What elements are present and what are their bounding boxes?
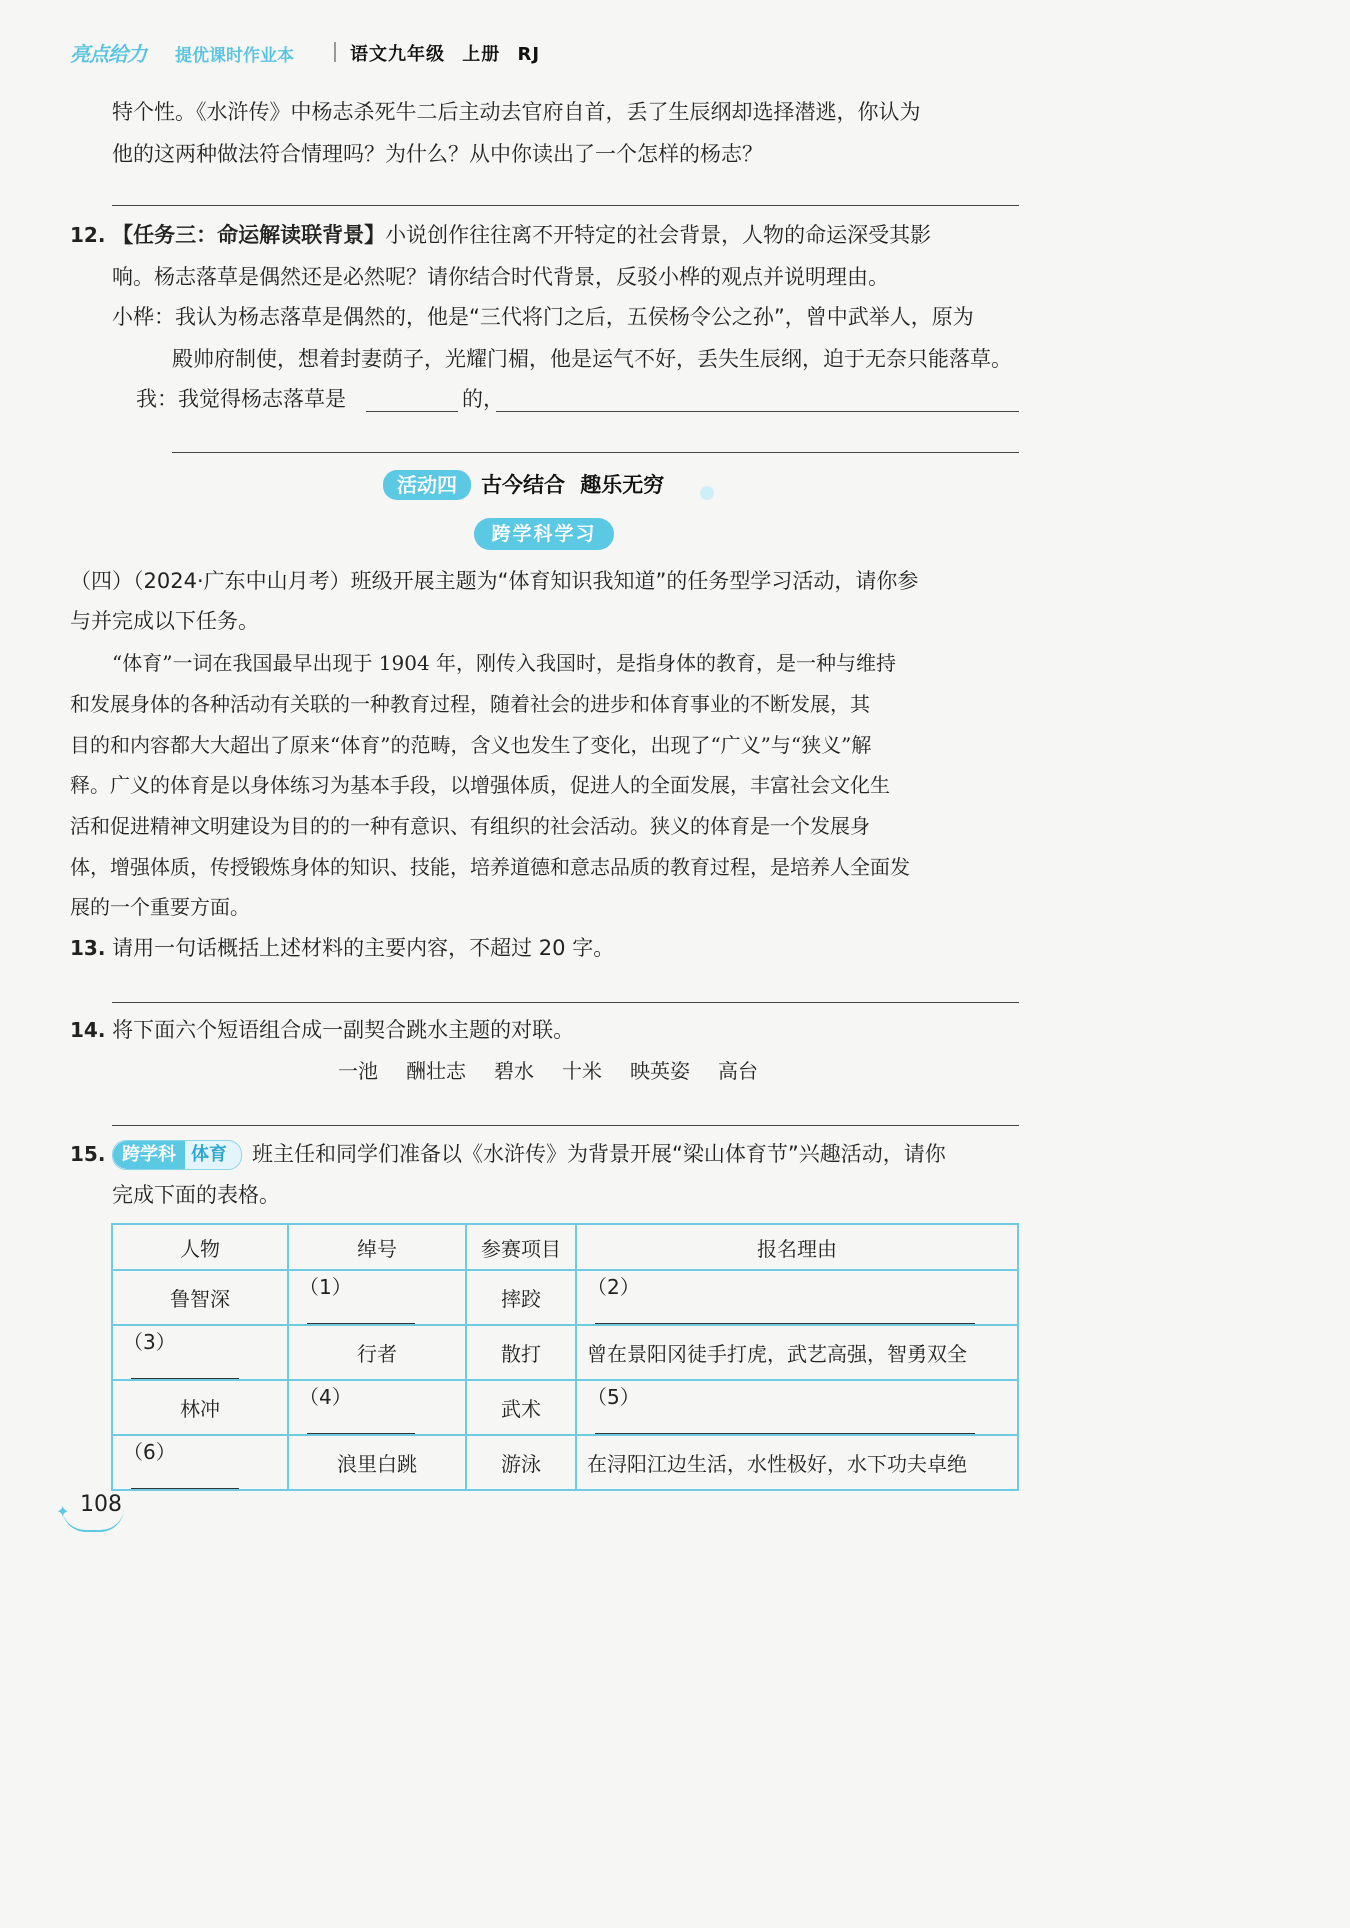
phrase: 十米 bbox=[562, 1059, 602, 1083]
q13-number: 13. bbox=[70, 936, 106, 960]
activity-tag: 活动四 bbox=[383, 470, 471, 500]
cell-label: （5） bbox=[587, 1385, 640, 1409]
q15-number-wrap bbox=[70, 1140, 105, 1168]
my-answer-mid: 的， bbox=[462, 387, 504, 411]
passage-line: 目的和内容都大大超出了原来“体育”的范畴，含义也发生了变化，出现了“广义”与“狭义”解 bbox=[70, 733, 872, 757]
header-cell: 人物 bbox=[112, 1224, 288, 1270]
q12-text-1: 小说创作往往离不开特定的社会背景，人物的命运深受其影 bbox=[385, 223, 932, 247]
decorative-dot bbox=[700, 486, 714, 500]
passage-line: 活和促进精神文明建设为目的的一种有意识、有组织的社会活动。狭义的体育是一个发展身 bbox=[70, 814, 870, 838]
q12-blank-2[interactable] bbox=[496, 411, 1019, 412]
cell-label: （4） bbox=[299, 1385, 352, 1409]
book-info: 语文九年级 上册 RJ bbox=[350, 44, 541, 65]
xiaohua-line-2: 殿帅府制使，想着封妻荫子，光耀门楣，他是运气不好，丢失生辰纲，迫于无奈只能落草。 bbox=[172, 347, 1012, 371]
table-cell: 散打 bbox=[466, 1325, 576, 1380]
fill-blank[interactable] bbox=[595, 1305, 975, 1324]
passage-line: 和发展身体的各种活动有关联的一种教育过程，随着社会的进步和体育事业的不断发展，其 bbox=[70, 692, 870, 716]
q13-text: 请用一句话概括上述材料的主要内容，不超过 20 字。 bbox=[112, 936, 615, 960]
blank-cell[interactable] bbox=[288, 1380, 466, 1435]
q15-number: 15. bbox=[70, 1142, 106, 1166]
fill-blank[interactable] bbox=[307, 1305, 415, 1324]
cell-label: （3） bbox=[123, 1330, 176, 1354]
q15-line-1: 班主任和同学们准备以《水浒传》为背景开展“梁山体育节”兴趣活动，请你 bbox=[252, 1142, 946, 1166]
star-icon: ✦ bbox=[56, 1502, 70, 1521]
q12-number: 12. bbox=[70, 223, 106, 247]
table-cell: 鲁智深 bbox=[112, 1270, 288, 1325]
table-cell: 在浔阳江边生活，水性极好，水下功夫卓绝 bbox=[576, 1435, 1018, 1490]
phrase: 碧水 bbox=[494, 1059, 534, 1083]
brand-subtitle: 提优课时作业本 bbox=[175, 46, 294, 66]
fill-blank[interactable] bbox=[131, 1360, 239, 1379]
q12-blank-1[interactable] bbox=[366, 411, 458, 412]
q15-tag-sport: 体育 bbox=[191, 1144, 227, 1165]
q12-task-label: 【任务三：命运解读联背景】 bbox=[112, 223, 386, 247]
blank-cell[interactable] bbox=[288, 1270, 466, 1325]
q12-answer-line[interactable] bbox=[172, 452, 1019, 453]
table-row bbox=[112, 1380, 1018, 1435]
fill-blank[interactable] bbox=[131, 1470, 239, 1489]
q14-phrases bbox=[338, 1057, 758, 1085]
page-number: 108 bbox=[80, 1492, 122, 1517]
table-row bbox=[112, 1270, 1018, 1325]
activity-title: 古今结合 趣乐无穷 bbox=[481, 473, 665, 497]
q14-question bbox=[70, 1016, 574, 1044]
cross-subject-tag: 跨学科学习 bbox=[474, 518, 614, 550]
q15-subject-tag bbox=[112, 1140, 242, 1170]
phrase: 酬壮志 bbox=[406, 1059, 466, 1083]
q11-answer-line[interactable] bbox=[112, 205, 1019, 206]
passage4-intro-1: （四）（2024·广东中山月考）班级开展主题为“体育知识我知道”的任务型学习活动，请你参 bbox=[70, 569, 919, 593]
my-answer-prefix: 我：我觉得杨志落草是 bbox=[136, 387, 346, 411]
q12-line-2: 响。杨志落草是偶然还是必然呢？请你结合时代背景，反驳小桦的观点并说明理由。 bbox=[112, 265, 889, 289]
table-cell: 行者 bbox=[288, 1325, 466, 1380]
q15-tag-cross: 跨学科 bbox=[113, 1141, 185, 1169]
table-cell: 游泳 bbox=[466, 1435, 576, 1490]
passage4-intro-2: 与并完成以下任务。 bbox=[70, 609, 259, 633]
cell-label: （1） bbox=[299, 1275, 352, 1299]
q15-line-2: 完成下面的表格。 bbox=[112, 1183, 280, 1207]
q14-text: 将下面六个短语组合成一副契合跳水主题的对联。 bbox=[112, 1018, 575, 1042]
phrase: 映英姿 bbox=[630, 1059, 690, 1083]
table-cell: 浪里白跳 bbox=[288, 1435, 466, 1490]
passage-line: 释。广义的体育是以身体练习为基本手段，以增强体质，促进人的全面发展，丰富社会文化生 bbox=[70, 773, 890, 797]
q11-line-2: 他的这两种做法符合情理吗？为什么？从中你读出了一个怎样的杨志？ bbox=[112, 142, 763, 166]
header-divider bbox=[334, 42, 336, 62]
phrase: 高台 bbox=[718, 1059, 758, 1083]
brand-logo: 亮点给力 bbox=[70, 42, 146, 66]
blank-cell[interactable] bbox=[112, 1435, 288, 1490]
q13-answer-line[interactable] bbox=[112, 1002, 1019, 1003]
table-row bbox=[112, 1435, 1018, 1490]
table-row bbox=[112, 1325, 1018, 1380]
passage-line: 展的一个重要方面。 bbox=[70, 895, 250, 919]
header-cell: 报名理由 bbox=[576, 1224, 1018, 1270]
phrase: 一池 bbox=[338, 1059, 378, 1083]
blank-cell[interactable] bbox=[576, 1380, 1018, 1435]
blank-cell[interactable] bbox=[112, 1325, 288, 1380]
fill-blank[interactable] bbox=[307, 1415, 415, 1434]
cell-label: （6） bbox=[123, 1440, 176, 1464]
fill-blank[interactable] bbox=[595, 1415, 975, 1434]
q13-question bbox=[70, 934, 614, 962]
blank-cell[interactable] bbox=[576, 1270, 1018, 1325]
q14-answer-line[interactable] bbox=[112, 1125, 1019, 1126]
table-header-row bbox=[112, 1224, 1018, 1270]
table-cell: 林冲 bbox=[112, 1380, 288, 1435]
table-cell: 曾在景阳冈徒手打虎，武艺高强，智勇双全 bbox=[576, 1325, 1018, 1380]
q12-line-1 bbox=[70, 221, 931, 249]
passage-line: 体，增强体质，传授锻炼身体的知识、技能，培养道德和意志品质的教育过程，是培养人全面发 bbox=[70, 855, 910, 879]
header-cell: 参赛项目 bbox=[466, 1224, 576, 1270]
q15-table bbox=[111, 1223, 1019, 1491]
passage-line: “体育”一词在我国最早出现于 1904 年，刚传入我国时，是指身体的教育，是一种与维持 bbox=[112, 651, 897, 675]
header-cell: 绰号 bbox=[288, 1224, 466, 1270]
q11-line-1: 特个性。《水浒传》中杨志杀死牛二后主动去官府自首，丢了生辰纲却选择潜逃，你认为 bbox=[112, 100, 921, 124]
xiaohua-line-1: 小桦：我认为杨志落草是偶然的，他是“三代将门之后，五侯杨令公之孙”，曾中武举人，原为 bbox=[112, 305, 974, 329]
table-cell: 武术 bbox=[466, 1380, 576, 1435]
cell-label: （2） bbox=[587, 1275, 640, 1299]
table-cell: 摔跤 bbox=[466, 1270, 576, 1325]
q14-number: 14. bbox=[70, 1018, 106, 1042]
